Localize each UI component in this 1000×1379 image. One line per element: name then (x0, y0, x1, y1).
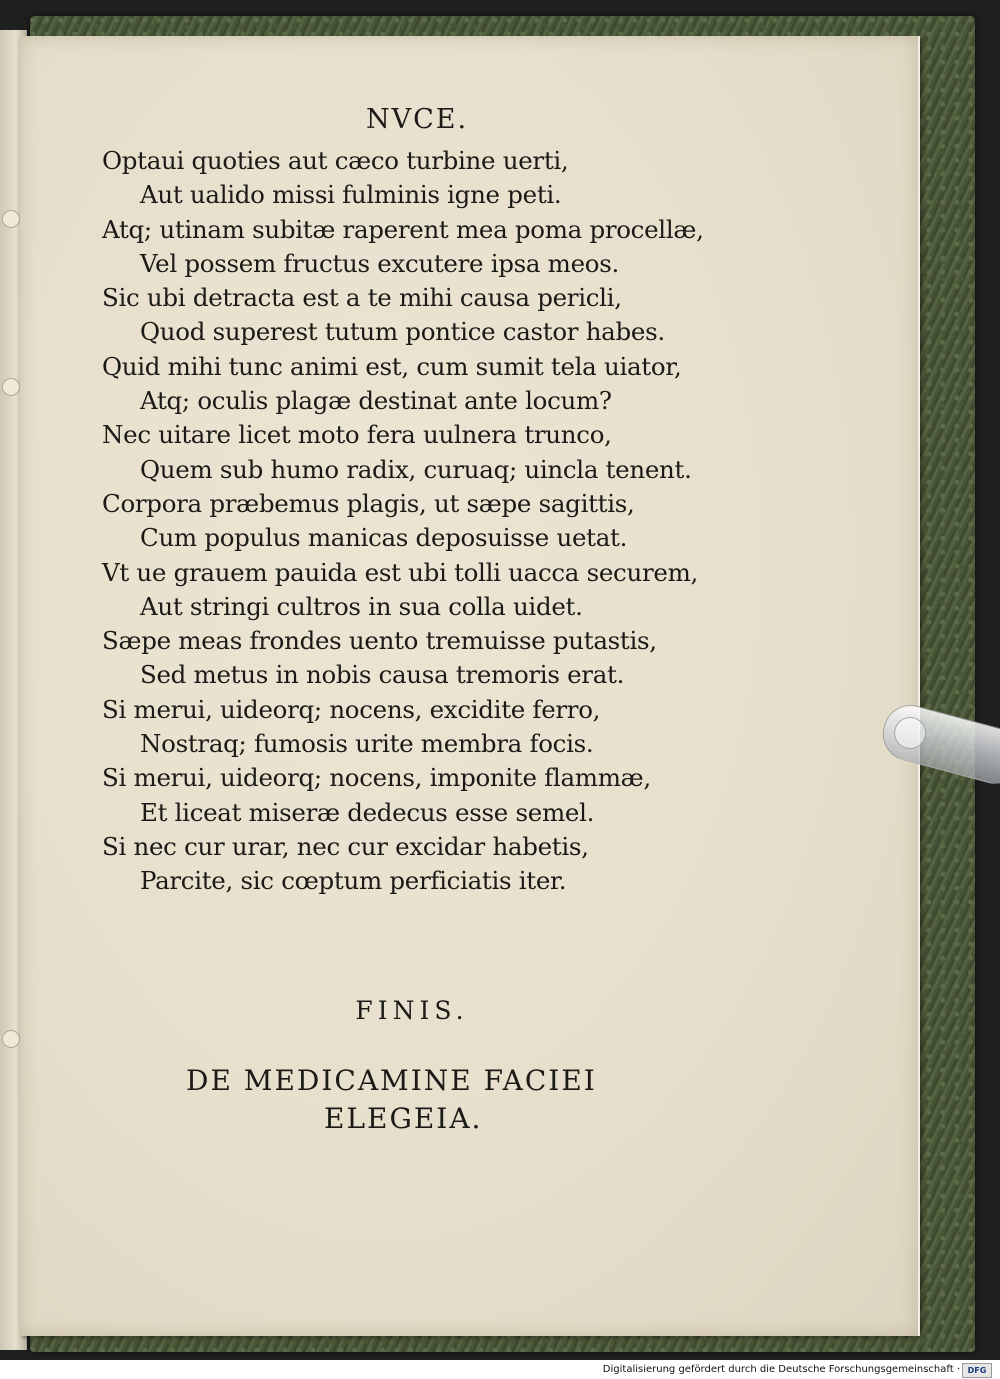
verse-line: Cum populus manicas deposuisse uetat. (140, 523, 628, 553)
dfg-logo-icon: DFG (962, 1363, 992, 1378)
verse-line: Sæpe meas frondes uento tremuisse putastis, (102, 626, 657, 656)
binding-thread-icon (2, 210, 20, 228)
page-heading: NVCE. (365, 104, 469, 135)
binding-thread-icon (2, 1030, 20, 1048)
verse-line: Quem sub humo radix, curuaq; uincla tenent. (140, 454, 692, 484)
clip-hole (890, 713, 929, 752)
verse-line: Vt ue grauem pauida est ubi tolli uacca securem, (102, 557, 698, 587)
footer-bar (0, 1360, 1000, 1379)
poem-body (102, 104, 704, 899)
verse-line: Vel possem fructus excutere ipsa meos. (140, 248, 620, 278)
verse-line: Aut stringi cultros in sua colla uidet. (140, 591, 583, 621)
verse-line: Optaui quoties aut cæco turbine uerti, (102, 146, 569, 175)
verse-line: Si nec cur urar, nec cur excidar habetis, (102, 831, 589, 861)
verse-line: Nostraq; fumosis urite membra focis. (140, 729, 594, 759)
next-title-line: ELEGEIA. (324, 1102, 483, 1135)
verse-line: Parcite, sic cœptum perficiatis iter. (140, 866, 567, 896)
verse-line: Et liceat miseræ dedecus esse semel. (140, 797, 595, 827)
binding-thread-icon (2, 378, 20, 396)
verse-line: Quod superest tutum pontice castor habes. (140, 317, 665, 347)
verse-line: Aut ualido missi fulminis igne peti. (140, 180, 562, 210)
verse-line: Sed metus in nobis causa tremoris erat. (140, 660, 625, 690)
verse-line: Atq; oculis plagæ destinat ante locum? (140, 386, 612, 416)
verse-line: Corpora præbemus plagis, ut sæpe sagittis, (102, 488, 635, 518)
funding-credit: Digitalisierung gefördert durch die Deutsche Forschungsgemeinschaft · (602, 1364, 960, 1375)
verse-line: Si merui, uideorq; nocens, excidite ferro, (102, 694, 601, 724)
verse-line: Quid mihi tunc animi est, cum sumit tela uiator, (102, 351, 682, 381)
verse-line: Nec uitare licet moto fera uulnera trunco, (102, 420, 612, 450)
next-poem-title (186, 1064, 646, 1135)
verse-line: Si merui, uideorq; nocens, imponite flammæ, (102, 763, 651, 793)
finis-mark: FINIS. (355, 996, 469, 1025)
verse-line: Sic ubi detracta est a te mihi causa pericli, (102, 283, 622, 313)
verse-line: Atq; utinam subitæ raperent mea poma procellæ, (102, 214, 704, 244)
next-title-line: DE MEDICAMINE FACIEI (186, 1064, 597, 1097)
